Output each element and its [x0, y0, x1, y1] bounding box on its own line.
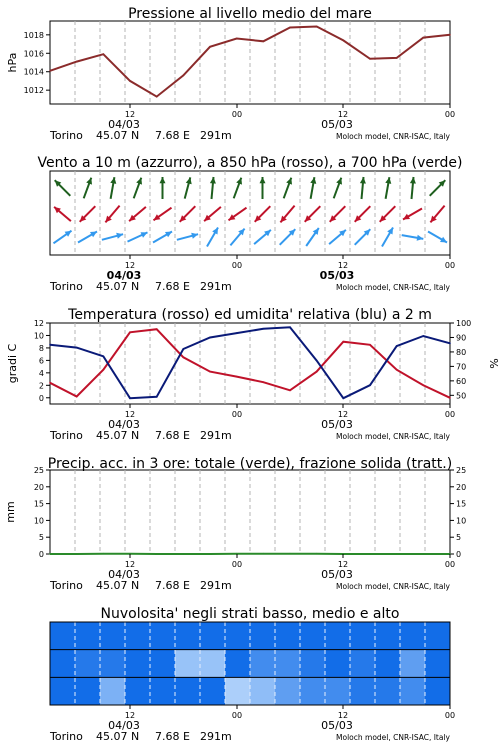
cloud-cell [375, 622, 400, 650]
wind-arrow [334, 178, 342, 199]
location-elev: 291m [200, 280, 232, 293]
humidity-line-point [449, 343, 451, 345]
pressure-line-point [369, 58, 371, 60]
cloud-cell [400, 677, 425, 705]
humidity-line-point [343, 397, 345, 399]
wind-arrow [230, 229, 244, 246]
y-tick-label-right: 25 [456, 466, 467, 475]
humidity-line-point [129, 397, 131, 399]
temperature-line-point [423, 385, 425, 387]
wind-arrow [105, 206, 119, 223]
time-tick-label: 12 [337, 110, 349, 119]
wind-arrow [380, 206, 396, 222]
time-tick-label: 00 [231, 711, 243, 720]
time-tick-label: 12 [124, 711, 136, 720]
cloud-cell [400, 650, 425, 678]
cloud-cell [175, 650, 200, 678]
temperature-line-point [396, 369, 398, 371]
wind-arrow [78, 232, 97, 243]
y-tick-label-right: 5 [456, 533, 462, 543]
wind-arrow [185, 177, 192, 198]
humidity-line-point [49, 344, 51, 346]
time-tick-label: 00 [444, 261, 456, 270]
precipitation-line-point [369, 553, 371, 555]
model-credit: Moloch model, CNR-ISAC, Italy [336, 283, 450, 292]
temperature-line-point [369, 344, 371, 346]
time-tick-label: 00 [444, 560, 456, 569]
wind-arrow [128, 232, 148, 241]
y-tick-label: 12 [33, 319, 44, 328]
wind-arrow [160, 177, 166, 199]
temperature-line-point [129, 332, 131, 334]
pressure-line-point [209, 46, 211, 48]
wind-arrow [330, 206, 346, 222]
time-tick-label: 12 [124, 410, 136, 419]
wind-arrow [430, 206, 444, 223]
panel-4 [4, 456, 466, 592]
wind-arrow [306, 228, 319, 246]
cloud-cell [75, 622, 100, 650]
y-tick-label-right: 0 [456, 550, 462, 559]
cloud-cell [325, 677, 350, 705]
location-elev: 291m [200, 579, 232, 592]
cloud-cell [300, 677, 325, 705]
location-lon: 7.68 E [155, 579, 190, 592]
time-tick-label: 00 [231, 261, 243, 270]
location-lat: 45.07 N [96, 579, 140, 592]
wind-arrow [254, 230, 271, 244]
pressure-line-point [289, 27, 291, 29]
date-label: 04/03 [108, 418, 140, 431]
humidity-line-point [209, 337, 211, 339]
y-tick-label: 2 [38, 381, 44, 391]
y-tick-label: 10 [33, 516, 44, 526]
wind-arrow [177, 233, 198, 240]
precipitation-line-point [103, 553, 105, 555]
cloud-cell [250, 622, 275, 650]
y-tick-label: 20 [33, 482, 44, 492]
cloud-cell [75, 677, 100, 705]
pressure-line-point [396, 57, 398, 59]
wind-arrow [204, 207, 221, 221]
model-credit: Moloch model, CNR-ISAC, Italy [336, 582, 450, 591]
y-tick-label: 0 [38, 550, 44, 559]
time-tick-label: 00 [444, 110, 456, 119]
wind-arrow [84, 178, 92, 199]
precipitation-line-point [316, 553, 318, 555]
temperature-line-point [49, 382, 51, 384]
cloud-cell [50, 622, 75, 650]
y-tick-label: 8 [38, 343, 44, 353]
cloud-cell [325, 622, 350, 650]
wind-arrow [129, 207, 146, 221]
time-tick-label: 12 [124, 261, 136, 270]
cloud-cell [225, 650, 250, 678]
cloud-cell [150, 650, 175, 678]
temperature-line-point [343, 341, 345, 343]
location-lat: 45.07 N [96, 730, 140, 743]
pressure-line-point [49, 70, 51, 72]
wind-arrow [260, 177, 266, 199]
time-tick-label: 00 [231, 410, 243, 419]
date-label: 05/03 [321, 418, 353, 431]
y-tick-label-right: 60 [456, 376, 467, 386]
cloud-cell [200, 622, 225, 650]
temperature-line-point [449, 397, 451, 399]
y-tick-label-right: 20 [456, 482, 467, 492]
wind-arrow [154, 208, 172, 221]
cloud-cell [375, 677, 400, 705]
location-elev: 291m [200, 129, 232, 142]
precipitation-line-point [49, 553, 51, 555]
cloud-cell [100, 622, 125, 650]
time-tick-label: 12 [124, 110, 136, 119]
wind-arrow [234, 178, 242, 199]
cloud-cell [200, 677, 225, 705]
cloud-cell [225, 677, 250, 705]
time-tick-label: 12 [124, 560, 136, 569]
wind-arrow [80, 206, 96, 222]
cloud-cell [425, 677, 450, 705]
wind-arrow [280, 229, 296, 245]
y-axis-label: hPa [6, 52, 19, 73]
y-tick-label: 5 [38, 533, 44, 543]
date-label: 04/03 [108, 568, 140, 581]
y-tick-label: 0 [38, 393, 44, 403]
date-label: 04/03 [106, 269, 142, 282]
cloud-cell [150, 677, 175, 705]
cloud-cell [175, 677, 200, 705]
location-lon: 7.68 E [155, 280, 190, 293]
y-tick-label-right: 50 [456, 391, 467, 401]
humidity-line-point [369, 384, 371, 386]
cloud-cell [350, 650, 375, 678]
pressure-line-point [423, 37, 425, 39]
precipitation-line-point [396, 553, 398, 555]
wind-arrow [385, 177, 391, 199]
time-tick-label: 00 [444, 410, 456, 419]
cloud-cell [350, 622, 375, 650]
temperature-line-point [289, 390, 291, 392]
wind-arrow [54, 207, 71, 221]
cloud-cell [125, 650, 150, 678]
pressure-line-point [103, 53, 105, 55]
pressure-line-point [183, 75, 185, 77]
temperature-line-point [183, 357, 185, 359]
cloud-cell [425, 622, 450, 650]
y-tick-label: 15 [33, 499, 44, 509]
wind-arrow [229, 208, 247, 221]
y-tick-label: 4 [38, 368, 44, 378]
location-city: Torino [50, 429, 83, 442]
precipitation-line-point [423, 553, 425, 555]
humidity-line-point [156, 396, 158, 398]
y-axis-label: mm [4, 501, 17, 523]
wind-arrow [55, 180, 71, 196]
date-label: 05/03 [321, 719, 353, 732]
time-tick-label: 00 [231, 560, 243, 569]
pressure-line-point [156, 96, 158, 98]
wind-arrow [305, 206, 321, 222]
panel-title: Precip. acc. in 3 ore: totale (verde), frazione solida (tratt.) [47, 456, 453, 472]
time-tick-label: 12 [337, 711, 349, 720]
model-credit: Moloch model, CNR-ISAC, Italy [336, 432, 450, 441]
wind-arrow [280, 206, 294, 223]
y-tick-label: 10 [33, 331, 44, 341]
cloud-cell [125, 677, 150, 705]
location-lat: 45.07 N [96, 129, 140, 142]
model-credit: Moloch model, CNR-ISAC, Italy [336, 132, 450, 141]
cloud-cell [100, 650, 125, 678]
cloud-cell [75, 650, 100, 678]
location-lat: 45.07 N [96, 429, 140, 442]
y-tick-label: 1016 [23, 49, 44, 59]
time-tick-label: 00 [444, 711, 456, 720]
wind-arrow [402, 235, 424, 241]
wind-arrow [134, 178, 142, 199]
y-axis-label: gradi C [6, 343, 19, 384]
panel-title: Nuvolosita' negli strati basso, medio e alto [100, 606, 400, 622]
cloud-cell [300, 650, 325, 678]
panel-title: Pressione al livello medio del mare [128, 6, 372, 22]
y-axis-label-right: % [487, 358, 500, 369]
time-tick-label: 00 [231, 110, 243, 119]
y-tick-label: 1018 [23, 30, 44, 40]
wind-arrow [430, 180, 446, 196]
y-tick-label: 1014 [23, 67, 44, 77]
humidity-line-point [76, 347, 78, 349]
wind-arrow [360, 177, 366, 199]
date-label: 05/03 [321, 118, 353, 131]
panel-title: Temperatura (rosso) ed umidita' relativa (blu) a 2 m [68, 307, 432, 323]
date-label: 04/03 [108, 118, 140, 131]
wind-arrow [355, 206, 371, 222]
precipitation-line-point [289, 553, 291, 555]
location-lon: 7.68 E [155, 129, 190, 142]
location-elev: 291m [200, 730, 232, 743]
temperature-line-point [209, 371, 211, 373]
temperature-line-point [263, 381, 265, 383]
wind-arrow [153, 232, 172, 243]
cloud-cell [250, 650, 275, 678]
wind-arrow [355, 229, 371, 245]
time-tick-label: 12 [337, 560, 349, 569]
precipitation-line-point [156, 553, 158, 555]
cloud-cell [325, 650, 350, 678]
precipitation-line-point [263, 553, 265, 555]
precipitation-line-point [183, 553, 185, 555]
pressure-line-point [449, 34, 451, 36]
time-tick-label: 12 [337, 261, 349, 270]
panel-2 [37, 155, 462, 293]
cloud-cell [275, 622, 300, 650]
cloud-cell [350, 677, 375, 705]
temperature-line-point [156, 328, 158, 330]
humidity-line-point [423, 335, 425, 337]
cloud-cell [50, 650, 75, 678]
wind-arrow [102, 233, 123, 240]
cloud-cell [275, 650, 300, 678]
precipitation-line-point [76, 553, 78, 555]
cloud-cell [200, 650, 225, 678]
y-tick-label: 1012 [23, 86, 44, 96]
wind-arrow [207, 228, 218, 247]
cloud-cell [175, 622, 200, 650]
location-city: Torino [50, 579, 83, 592]
y-tick-label-right: 70 [456, 362, 467, 372]
humidity-line-point [396, 345, 398, 347]
humidity-line-point [183, 348, 185, 350]
model-credit: Moloch model, CNR-ISAC, Italy [336, 733, 450, 742]
wind-arrow [410, 177, 416, 199]
temperature-line-point [236, 376, 238, 378]
date-label: 05/03 [319, 269, 355, 282]
wind-arrow [284, 178, 292, 199]
humidity-line-point [236, 332, 238, 334]
date-label: 04/03 [108, 719, 140, 732]
wind-arrow [428, 232, 447, 243]
precipitation-line-point [209, 553, 211, 555]
cloud-cell [275, 677, 300, 705]
pressure-line-point [236, 38, 238, 40]
y-tick-label: 6 [38, 356, 44, 366]
time-tick-label: 12 [337, 410, 349, 419]
location-city: Torino [50, 280, 83, 293]
cloud-cell [125, 622, 150, 650]
humidity-line-point [316, 360, 318, 362]
wind-arrow [180, 206, 196, 222]
location-lon: 7.68 E [155, 730, 190, 743]
temperature-line-point [76, 396, 78, 398]
panel-title: Vento a 10 m (azzurro), a 850 hPa (rosso), a 700 hPa (verde) [37, 155, 463, 171]
pressure-line-point [76, 61, 78, 63]
humidity-line-point [263, 328, 265, 330]
cloud-cell [100, 677, 125, 705]
location-city: Torino [50, 730, 83, 743]
cloud-cell [300, 622, 325, 650]
cloud-cell [225, 622, 250, 650]
panel-1 [6, 6, 455, 142]
cloud-cell [50, 677, 75, 705]
cloud-cell [375, 650, 400, 678]
wind-arrow [382, 228, 393, 247]
y-tick-label-right: 100 [456, 319, 472, 328]
temperature-line-point [316, 371, 318, 373]
humidity-line-point [289, 327, 291, 329]
pressure-line-point [263, 41, 265, 43]
location-elev: 291m [200, 429, 232, 442]
wind-arrow [110, 177, 116, 199]
pressure-line-point [129, 80, 131, 82]
pressure-line-point [343, 40, 345, 42]
location-lat: 45.07 N [96, 280, 140, 293]
y-tick-label: 25 [33, 466, 44, 475]
pressure-line-point [316, 26, 318, 28]
y-tick-label-right: 10 [456, 516, 467, 526]
wind-arrow [210, 177, 216, 199]
wind-arrow [329, 230, 346, 244]
cloud-cell [250, 677, 275, 705]
cloud-cell [425, 650, 450, 678]
panel-5 [49, 606, 455, 743]
wind-arrow [255, 206, 271, 222]
cloud-cell [400, 622, 425, 650]
cloud-cell [150, 622, 175, 650]
temperature-line-point [103, 369, 105, 371]
y-tick-label-right: 15 [456, 499, 467, 509]
location-lon: 7.68 E [155, 429, 190, 442]
panel-3 [6, 307, 500, 442]
y-tick-label-right: 90 [456, 333, 467, 343]
wind-arrow [403, 209, 422, 220]
humidity-line-point [103, 356, 105, 358]
wind-arrow [310, 177, 316, 199]
date-label: 05/03 [321, 568, 353, 581]
wind-arrow [54, 231, 72, 244]
location-city: Torino [50, 129, 83, 142]
y-tick-label-right: 80 [456, 347, 467, 357]
